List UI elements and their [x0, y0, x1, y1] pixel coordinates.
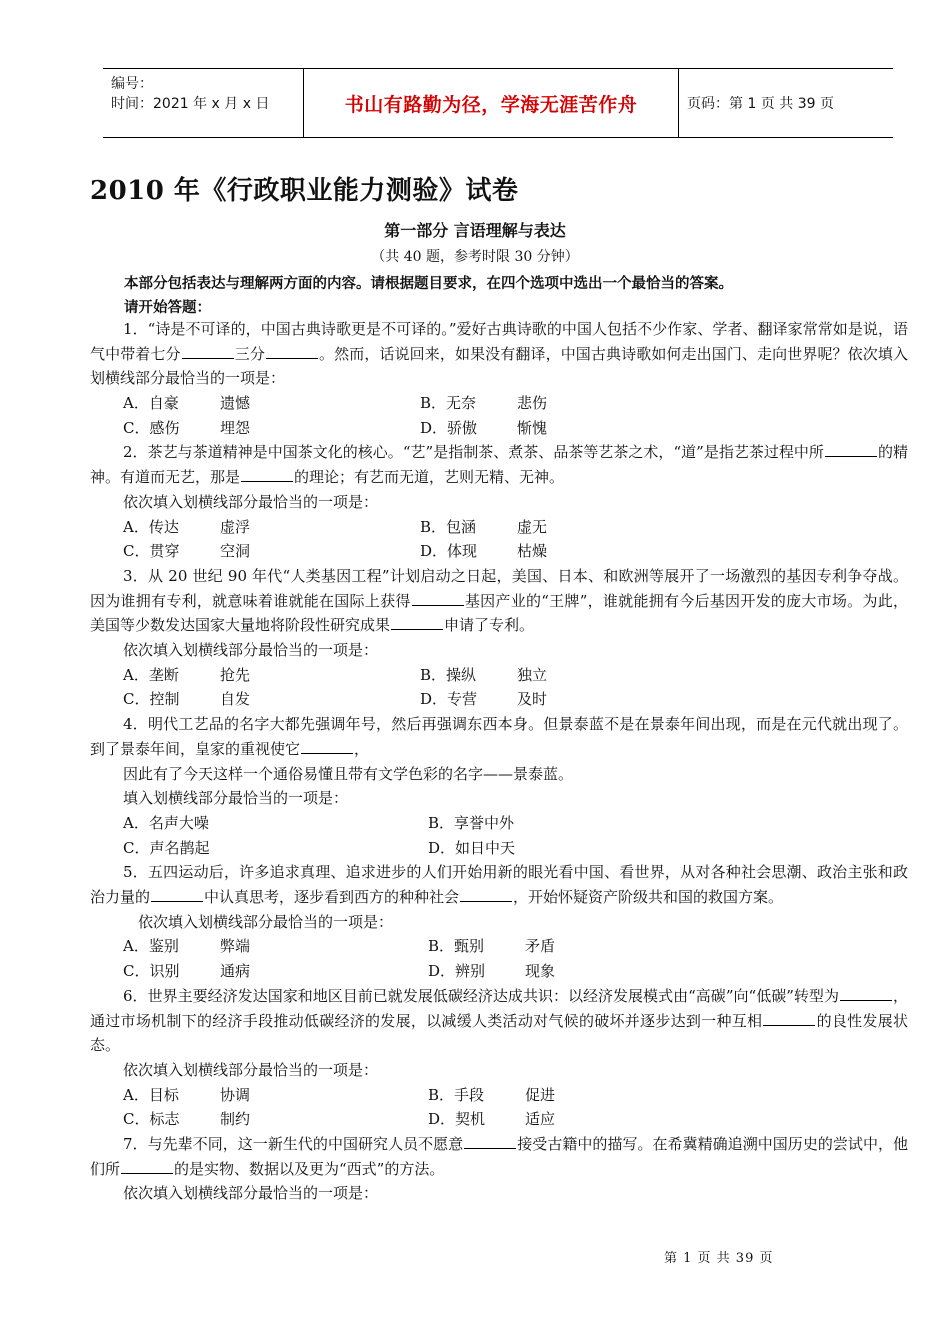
blank [391, 615, 443, 630]
instruction-start: 请开始答题： [124, 300, 211, 316]
blank [460, 887, 512, 902]
question-body [90, 317, 908, 1206]
options-row: A．垄断 抢先 B．操纵 独立 [123, 665, 548, 684]
blank [151, 887, 203, 902]
question-prompt: 依次填入划横线部分最恰当的一项是： [123, 641, 379, 660]
question-2: 2．茶艺与茶道精神是中国茶文化的核心。“艺”是指制茶、煮茶、品茶等艺茶之术，“道”是指艺茶过程中所 的精神。有道而无艺，那是 的理论；有艺而无道，艺则无精、无神。 [90, 443, 908, 487]
page-footer: 第 1 页 共 39 页 [664, 1251, 774, 1266]
question-prompt: 填入划横线部分最恰当的一项是： [123, 789, 349, 808]
question-prompt: 依次填入划横线部分最恰当的一项是： [123, 1060, 379, 1079]
blank [241, 467, 293, 482]
section-heading: 第一部分 言语理解与表达 [384, 221, 566, 240]
blank [301, 739, 353, 754]
question-prompt: 依次填入划横线部分最恰当的一项是： [123, 492, 379, 511]
blank [763, 1011, 815, 1026]
time-label: 时间：2021 年 x 月 x 日 [111, 96, 270, 112]
header-table [103, 68, 893, 138]
question-1: 1．“诗是不可译的，中国古典诗歌更是不可译的。”爱好古典诗歌的中国人包括不少作家、学者、翻译家常常如是说，语气中带着七分 三分 。然而，话说回来，如果没有翻译，中国古典诗歌如何走出国门、走向世界呢？依次填入划横线部分最恰当的一项是： [90, 320, 908, 388]
options-row: C．控制 自发 D．专营 及时 [123, 690, 548, 709]
question-7: 7．与先辈不同，这一新生代的中国研究人员不愿意 接受古籍中的描写。在希冀精确追溯中国历史的尝试中，他们所 的是实物、数据以及更为“西式”的方法。 [90, 1135, 909, 1178]
blank [121, 1159, 173, 1174]
options-row: C．感伤 埋怨 D．骄傲 惭愧 [123, 418, 548, 437]
question-6: 6．世界主要经济发达国家和地区目前已就发展低碳经济达成共识：以经济发展模式由“高碳”向“低碳”转型为 ，通过市场机制下的经济手段推动低碳经济的发展，以减缓人类活动对气候的破坏并逐步达到一种互相 的良性发展状态。 [90, 986, 908, 1055]
blank [412, 591, 464, 606]
blank [266, 344, 318, 359]
blank [840, 986, 892, 1001]
blank [825, 442, 877, 457]
options-row: C．识别 通病 D．辨别 现象 [123, 962, 556, 981]
options-row: A．鉴别 弊端 B．甄别 矛盾 [123, 937, 556, 956]
blank [464, 1134, 516, 1149]
doc-title: 2010 年《行政职业能力测验》试卷 [90, 176, 519, 206]
options-row: A．目标 协调 B．手段 促进 [123, 1085, 556, 1104]
motto: 书山有路勤为径，学海无涯苦作舟 [304, 69, 679, 137]
options-row: C．声名鹊起 D．如日中天 [123, 838, 516, 857]
question-3: 3．从 20 世纪 90 年代“人类基因工程”计划启动之日起，美国、日本、和欧洲等展开了一场激烈的基因专利争夺战。因为谁拥有专利，就意味着谁就能在国际上获得 基因产业的“王牌”，谁就能拥有今后基因开发的庞大市场。为此，美国等少数发达国家大量地将阶段性研究成果 申请了专利。 [90, 566, 908, 635]
options-row: A．名声大噪 B．享誉中外 [123, 813, 515, 832]
question-5: 5．五四运动后，许多追求真理、追求进步的人们开始用新的眼光看中国、看世界，从对各种社会思潮、政治主张和政治力量的 中认真思考，逐步看到西方的种种社会 ，开始怀疑资产阶级共和国的救国方案。 [90, 863, 908, 907]
options-row: C．标志 制约 D．契机 适应 [123, 1110, 556, 1129]
question-prompt: 依次填入划横线部分最恰当的一项是： [138, 912, 394, 931]
options-row: A．自豪 遗憾 B．无奈 悲伤 [123, 394, 548, 413]
options-row: C．贯穿 空洞 D．体现 枯燥 [123, 542, 548, 561]
instruction: 本部分包括表达与理解两方面的内容。请根据题目要求，在四个选项中选出一个最恰当的答案。 [124, 276, 733, 292]
blank [182, 344, 234, 359]
header-info-cell [103, 69, 304, 137]
number-label: 编号： [111, 76, 153, 92]
page-label: 页码：第 1 页 共 39 页 [687, 96, 834, 112]
section-note: （共 40 题，参考时限 30 分钟） [371, 249, 579, 265]
question-4: 4．明代工艺品的名字大都先强调年号，然后再强调东西本身。但景泰蓝不是在景泰年间出现，而是在元代就出现了。到了景泰年间，皇家的重视使它 ， [90, 715, 908, 758]
options-row: A．传达 虚浮 B．包涵 虚无 [123, 517, 548, 536]
question-4-continued: 因此有了今天这样一个通俗易懂且带有文学色彩的名字——景泰蓝。 [123, 764, 574, 783]
question-prompt: 依次填入划横线部分最恰当的一项是： [123, 1184, 379, 1203]
